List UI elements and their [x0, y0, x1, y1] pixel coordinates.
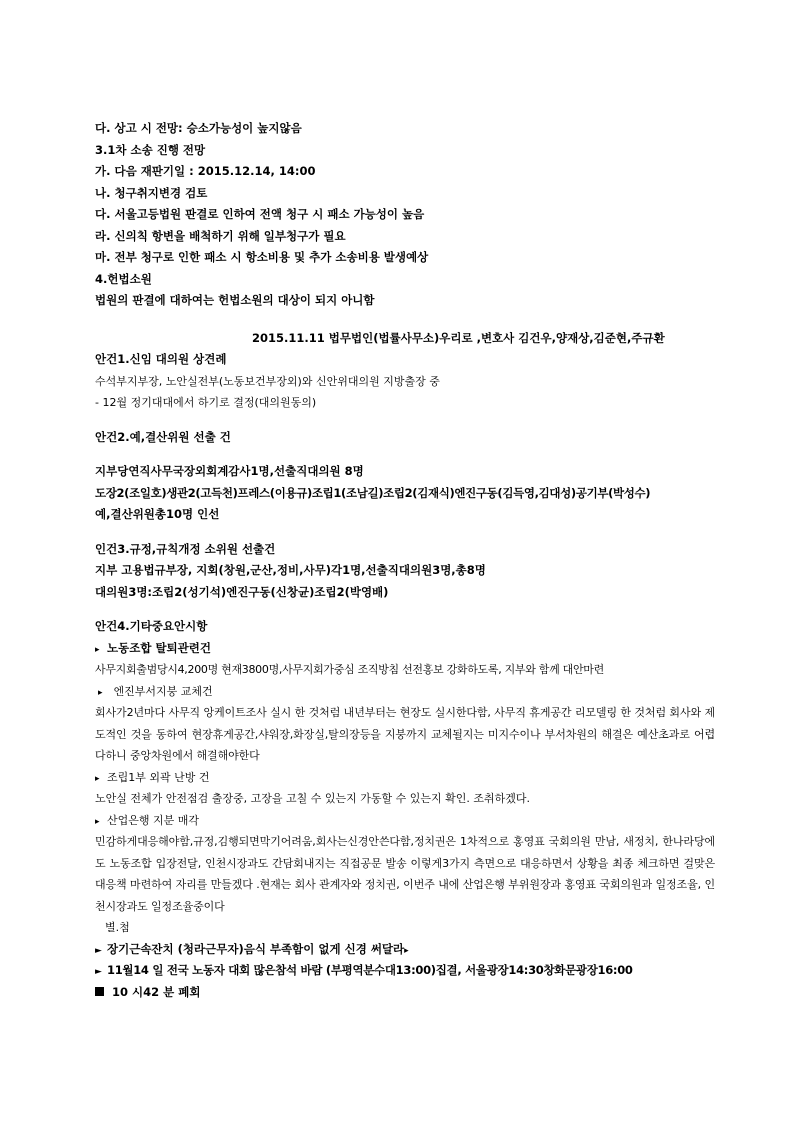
notice-text: 11월14 일 전국 노동자 대회 많은참석 바람 (부평역분수대13:00)집결, 서울광장14:30창화문광장16:00 [107, 963, 633, 977]
notice-line [95, 960, 715, 982]
square-bullet-icon [95, 987, 104, 996]
text-line: 예,결산위원총10명 인선 [95, 507, 220, 521]
triangle-right-icon: ▸ [95, 816, 100, 827]
text-line: 지부당연직사무국장외회계감사1명,선출직대의원 8명 [95, 464, 364, 478]
agenda-heading: 안건4.기타중요안시항 [95, 619, 208, 633]
text-line: 사무지회출범당시4,200명 현재3800명,사무지회가중심 조직방침 선전홍보 강화하도록, 지부와 함께 대안마련 [95, 663, 604, 676]
subitem-heading [95, 767, 715, 789]
agenda-heading: 안건2.예,결산위원 선출 건 [95, 429, 231, 444]
subitem-label: 산업은행 지분 매각 [107, 813, 200, 827]
subitem-label: 엔진부서지붕 교체건 [113, 684, 213, 698]
meeting-date-line: 2015.11.11 법무법인(법률사무소)우리로 ,변호사 김건우,양재상,김준현,주규환 [252, 330, 665, 345]
triangle-right-icon: ▸ [95, 644, 100, 655]
triangle-right-icon: ► [95, 945, 102, 956]
subitem-heading [95, 810, 715, 832]
triangle-right-icon: ► [95, 967, 102, 977]
subitem-heading [95, 681, 715, 703]
text-line: 법원의 판결에 대하여는 헌법소원의 대상이 되지 아니함 [95, 293, 375, 307]
closing-text: 10 시42 분 폐회 [112, 984, 201, 999]
triangle-right-icon: ▸ [404, 945, 409, 956]
triangle-right-icon: ▸ [98, 687, 103, 698]
section-heading: 3.1차 소송 진행 전망 [95, 142, 206, 157]
subitem-label: 노동조합 탈퇴관련건 [107, 640, 211, 655]
notice-text: 장기근속잔치 (청라근무자)음식 부족함이 없게 신경 써달라 [107, 941, 405, 956]
text-line: 노안실 전체가 안전점검 출장중, 고장을 고칠 수 있는지 가동할 수 있는지 확인. 조취하겠다. [95, 792, 530, 805]
closing-line [95, 982, 715, 1004]
text-line: 다. 서울고등법원 판결로 인하여 전액 청구 시 패소 가능성이 높음 [95, 207, 425, 221]
document-page [95, 118, 715, 1003]
agenda-heading: 인건3.규정,규칙개정 소위원 선출건 [95, 541, 276, 556]
subitem-label: 조립1부 외곽 난방 건 [107, 770, 210, 784]
attachment-label: 별.첨 [105, 921, 130, 934]
text-line: 마. 전부 청구로 인한 패소 시 항소비용 및 추가 소송비용 발생예상 [95, 250, 429, 264]
text-line: 가. 다음 재판기일 : 2015.12.14, 14:00 [95, 164, 316, 178]
section-heading: 4.헌법소원 [95, 271, 152, 286]
text-line: 도장2(조일호)생관2(고득천)프레스(이용규)조립1(조남길)조립2(김재식)엔진구동(김득영,김대성)공기부(박성수) [95, 485, 651, 500]
text-line: 다. 상고 시 전망: 승소가능성이 높지않음 [95, 121, 302, 135]
triangle-right-icon: ▸ [95, 773, 100, 784]
notice-line [95, 939, 715, 961]
text-line: 지부 고용법규부장, 지회(창원,군산,정비,사무)각1명,선출직대의원3명,총8명 [95, 563, 486, 577]
text-line: 수석부지부장, 노안실전부(노동보건부장외)와 신안위대의원 지방출장 중 [95, 374, 440, 388]
agenda-heading: 안건1.신임 대의원 상견례 [95, 352, 227, 366]
subitem-heading [95, 638, 715, 660]
text-line: 라. 신의칙 항변을 배척하기 위해 일부청구가 필요 [95, 228, 346, 243]
paragraph: 회사가2년마다 사무직 앙케이트조사 실시 한 것처럼 내년부터는 현장도 실시한다함, 사무직 휴게공간 리모델링 한 것처럼 회사와 제도적인 것을 동하여 현장휴게공간,샤워장,화장실,탈의장등을 지붕까지 교체될지는 미지수이나 부서차원의 해결은 예산초과로 어렵다하니 중앙차원에서 해결해야한다 [95, 706, 715, 762]
text-line: 대의원3명:조립2(성기석)엔진구동(신창균)조립2(박영배) [95, 584, 389, 599]
text-line: - 12월 정기대대에서 하기로 결정(대의원동의) [95, 396, 317, 409]
paragraph: 민감하게대응해야함,규정,김행되면막기어려움,회사는신경안쓴다함,정치권은 1차적으로 홍영표 국회의원 만남, 새정치, 한나라당에도 노동조합 입장전달, 인천시장과도 간담회내지는 직접공문 발송 이렇게3가지 측면으로 대응하면서 상황을 최종 체크하면 걸맞은 대응책 마련하여 자리를 만들겠다 .현재는 회사 관계자와 정치권, 이번주 내에 산업은행 부위원장과 홍영표 국회의원과 일정조율, 인천시장과도 일정조율중이다 [95, 835, 715, 913]
text-line: 나. 청구취지변경 검토 [95, 185, 208, 200]
